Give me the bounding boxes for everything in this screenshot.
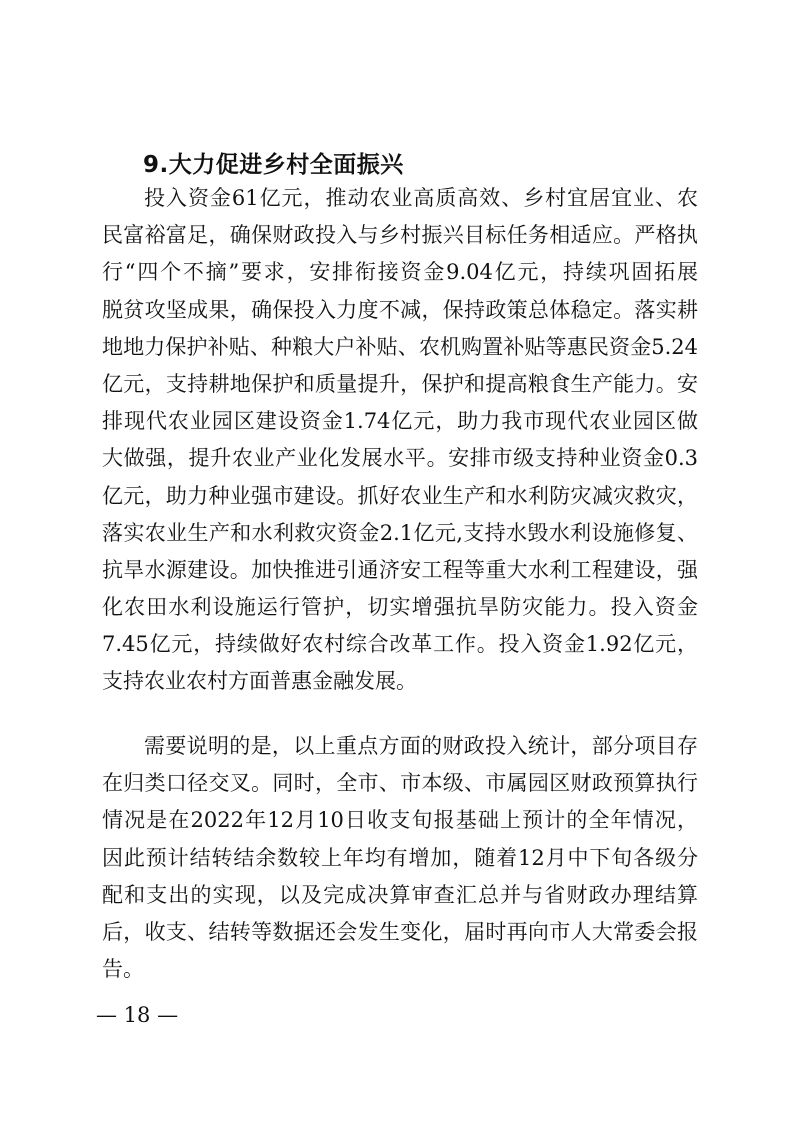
text-line: 后，收支、结转等数据还会发生变化，届时再向市人大常委会报 bbox=[102, 919, 698, 944]
text-line: 亿元，助力种业强市建设。抓好农业生产和水利防灾减灾救灾， bbox=[102, 483, 698, 508]
text-line: 脱贫攻坚成果，确保投入力度不减，保持政策总体稳定。落实耕 bbox=[102, 297, 698, 322]
text-line: 在归类口径交叉。同时，全市、市本级、市属园区财政预算执行 bbox=[102, 771, 698, 796]
text-line: 7.45亿元，持续做好农村综合改革工作。投入资金1.92亿元， bbox=[102, 632, 698, 657]
text-line: 地地力保护补贴、种粮大户补贴、农机购置补贴等惠民资金5.24 bbox=[102, 334, 698, 359]
text-line: 情况是在2022年12月10日收支旬报基础上预计的全年情况， bbox=[102, 808, 698, 833]
text-line: 投入资金61亿元，推动农业高质高效、乡村宜居宜业、农 bbox=[144, 186, 698, 210]
text-line: 亿元，支持耕地保护和质量提升，保护和提高粮食生产能力。安 bbox=[102, 371, 698, 396]
text-line: 因此预计结转结余数较上年均有增加，随着12月中下旬各级分 bbox=[102, 845, 698, 870]
text-line: 配和支出的实现，以及完成决算审查汇总并与省财政办理结算 bbox=[102, 882, 698, 907]
page-number: — 18 — bbox=[96, 1003, 179, 1027]
section-heading: 9.大力促进乡村全面振兴 bbox=[143, 152, 404, 178]
text-line: 民富裕富足，确保财政投入与乡村振兴目标任务相适应。严格执 bbox=[102, 223, 698, 248]
text-line: 行“四个不摘”要求，安排衔接资金9.04亿元，持续巩固拓展 bbox=[102, 260, 698, 285]
text-line: 化农田水利设施运行管护，切实增强抗旱防灾能力。投入资金 bbox=[102, 595, 698, 620]
text-line: 抗旱水源建设。加快推进引通济安工程等重大水利工程建设，强 bbox=[102, 557, 698, 582]
paragraph-explanation bbox=[102, 728, 698, 988]
text-line: 大做强，提升农业产业化发展水平。安排市级支持种业资金0.3 bbox=[102, 446, 698, 471]
text-line: 需要说明的是，以上重点方面的财政投入统计，部分项目存 bbox=[144, 734, 698, 758]
paragraph-rural-revitalization bbox=[102, 180, 698, 701]
text-line: 落实农业生产和水利救灾资金2.1亿元,支持水毁水利设施修复、 bbox=[102, 520, 698, 545]
text-line: 支持农业农村方面普惠金融发展。 bbox=[102, 669, 417, 694]
text-line: 排现代农业园区建设资金1.74亿元，助力我市现代农业园区做 bbox=[102, 409, 698, 434]
text-line: 告。 bbox=[102, 957, 144, 982]
